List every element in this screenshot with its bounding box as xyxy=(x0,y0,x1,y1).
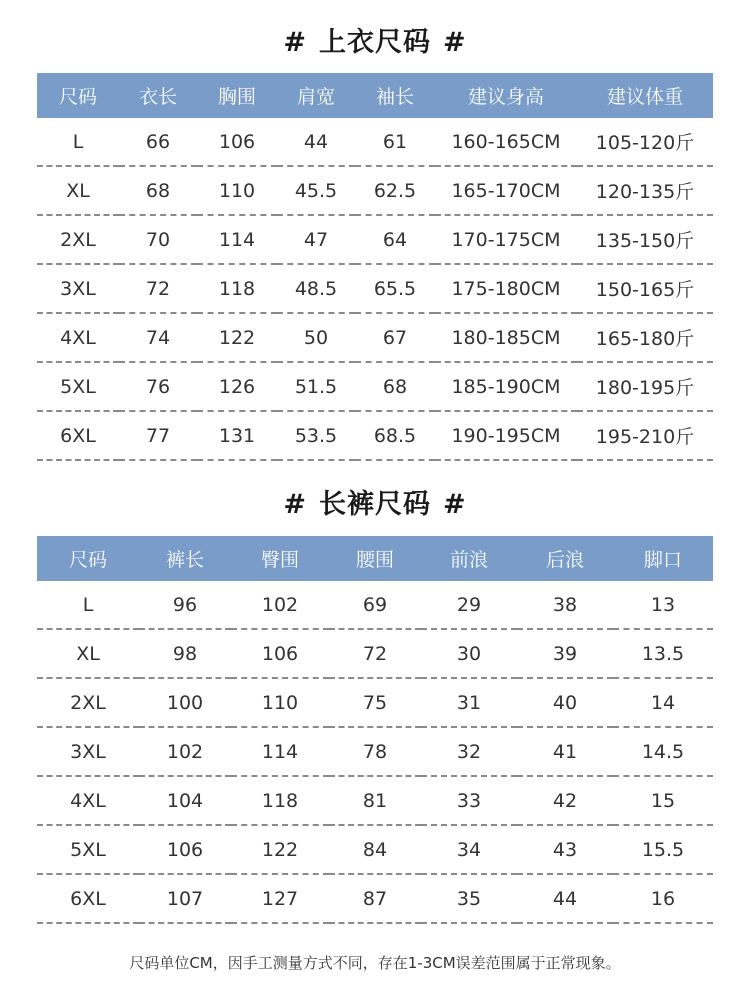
table-row xyxy=(37,678,713,727)
table-cell: 45.5 xyxy=(277,166,355,215)
table-cell: 38 xyxy=(517,581,613,629)
column-header: 脚口 xyxy=(613,536,713,581)
size-label-cell: 3XL xyxy=(37,264,119,313)
column-header: 尺码 xyxy=(37,536,139,581)
table-cell: 185-190CM xyxy=(435,362,577,411)
table-cell: 39 xyxy=(517,629,613,678)
table-cell: 48.5 xyxy=(277,264,355,313)
table-row xyxy=(37,166,713,215)
table-cell: 66 xyxy=(119,118,197,166)
size-label-cell: L xyxy=(37,581,139,629)
table-cell: 150-165斤 xyxy=(577,264,713,313)
table-cell: 122 xyxy=(231,825,329,874)
table-cell: 77 xyxy=(119,411,197,460)
table-row xyxy=(37,874,713,923)
top-size-table xyxy=(37,73,713,461)
table-row xyxy=(37,264,713,313)
table-cell: 43 xyxy=(517,825,613,874)
table-cell: 15.5 xyxy=(613,825,713,874)
table-cell: 122 xyxy=(197,313,277,362)
column-header: 裤长 xyxy=(139,536,231,581)
table-cell: 35 xyxy=(421,874,517,923)
size-label-cell: L xyxy=(37,118,119,166)
pants-size-rows xyxy=(37,581,713,923)
table-row xyxy=(37,629,713,678)
table-cell: 64 xyxy=(355,215,435,264)
table-cell: 114 xyxy=(231,727,329,776)
size-label-cell: 4XL xyxy=(37,313,119,362)
table-cell: 42 xyxy=(517,776,613,825)
table-cell: 31 xyxy=(421,678,517,727)
size-label-cell: 6XL xyxy=(37,411,119,460)
table-row xyxy=(37,727,713,776)
table-cell: 87 xyxy=(329,874,421,923)
table-cell: 41 xyxy=(517,727,613,776)
table-cell: 34 xyxy=(421,825,517,874)
table-cell: 165-180斤 xyxy=(577,313,713,362)
table-cell: 118 xyxy=(231,776,329,825)
table-cell: 98 xyxy=(139,629,231,678)
table-cell: 127 xyxy=(231,874,329,923)
pants-size-title xyxy=(0,482,750,521)
size-label-cell: 3XL xyxy=(37,727,139,776)
table-cell: 40 xyxy=(517,678,613,727)
table-cell: 72 xyxy=(329,629,421,678)
table-row xyxy=(37,776,713,825)
table-cell: 126 xyxy=(197,362,277,411)
table-cell: 160-165CM xyxy=(435,118,577,166)
top-size-title xyxy=(0,20,750,59)
table-cell: 16 xyxy=(613,874,713,923)
column-header: 前浪 xyxy=(421,536,517,581)
table-cell: 180-195斤 xyxy=(577,362,713,411)
table-row xyxy=(37,581,713,629)
table-cell: 72 xyxy=(119,264,197,313)
size-label-cell: 5XL xyxy=(37,362,119,411)
table-cell: 84 xyxy=(329,825,421,874)
hash-symbol: # xyxy=(443,489,467,520)
table-row xyxy=(37,825,713,874)
top-title-text: 上衣尺码 xyxy=(319,27,431,58)
table-row xyxy=(37,362,713,411)
table-cell: 100 xyxy=(139,678,231,727)
table-cell: 30 xyxy=(421,629,517,678)
table-cell: 14.5 xyxy=(613,727,713,776)
column-header: 腰围 xyxy=(329,536,421,581)
table-cell: 69 xyxy=(329,581,421,629)
table-cell: 165-170CM xyxy=(435,166,577,215)
table-cell: 106 xyxy=(197,118,277,166)
table-row xyxy=(37,411,713,460)
table-cell: 13 xyxy=(613,581,713,629)
table-cell: 44 xyxy=(517,874,613,923)
size-label-cell: 4XL xyxy=(37,776,139,825)
table-cell: 47 xyxy=(277,215,355,264)
size-label-cell: 6XL xyxy=(37,874,139,923)
table-cell: 14 xyxy=(613,678,713,727)
column-header: 建议身高 xyxy=(435,73,577,118)
table-cell: 131 xyxy=(197,411,277,460)
hash-symbol: # xyxy=(443,27,467,58)
measurement-note: 尺码单位CM，因手工测量方式不同，存在1-3CM误差范围属于正常现象。 xyxy=(129,954,621,972)
top-header-row xyxy=(37,73,713,118)
table-cell: 104 xyxy=(139,776,231,825)
table-cell: 29 xyxy=(421,581,517,629)
column-header: 袖长 xyxy=(355,73,435,118)
table-cell: 67 xyxy=(355,313,435,362)
pants-size-table xyxy=(37,536,713,924)
table-row xyxy=(37,313,713,362)
table-cell: 96 xyxy=(139,581,231,629)
table-cell: 114 xyxy=(197,215,277,264)
pants-title-text: 长裤尺码 xyxy=(319,489,431,520)
table-cell: 68 xyxy=(119,166,197,215)
table-cell: 110 xyxy=(231,678,329,727)
table-cell: 75 xyxy=(329,678,421,727)
table-cell: 135-150斤 xyxy=(577,215,713,264)
table-cell: 53.5 xyxy=(277,411,355,460)
table-cell: 170-175CM xyxy=(435,215,577,264)
table-cell: 175-180CM xyxy=(435,264,577,313)
table-row xyxy=(37,118,713,166)
table-cell: 118 xyxy=(197,264,277,313)
table-cell: 61 xyxy=(355,118,435,166)
size-label-cell: 5XL xyxy=(37,825,139,874)
table-cell: 68 xyxy=(355,362,435,411)
table-cell: 65.5 xyxy=(355,264,435,313)
column-header: 尺码 xyxy=(37,73,119,118)
top-size-rows xyxy=(37,118,713,460)
hash-symbol: # xyxy=(283,489,307,520)
table-cell: 70 xyxy=(119,215,197,264)
table-cell: 180-185CM xyxy=(435,313,577,362)
column-header: 建议体重 xyxy=(577,73,713,118)
table-cell: 74 xyxy=(119,313,197,362)
table-cell: 110 xyxy=(197,166,277,215)
size-label-cell: 2XL xyxy=(37,678,139,727)
table-cell: 51.5 xyxy=(277,362,355,411)
size-label-cell: 2XL xyxy=(37,215,119,264)
table-cell: 120-135斤 xyxy=(577,166,713,215)
table-cell: 13.5 xyxy=(613,629,713,678)
table-cell: 62.5 xyxy=(355,166,435,215)
table-cell: 106 xyxy=(139,825,231,874)
table-cell: 102 xyxy=(231,581,329,629)
table-cell: 106 xyxy=(231,629,329,678)
table-cell: 44 xyxy=(277,118,355,166)
table-cell: 105-120斤 xyxy=(577,118,713,166)
table-cell: 107 xyxy=(139,874,231,923)
table-cell: 33 xyxy=(421,776,517,825)
table-cell: 68.5 xyxy=(355,411,435,460)
table-cell: 195-210斤 xyxy=(577,411,713,460)
hash-symbol: # xyxy=(283,27,307,58)
column-header: 肩宽 xyxy=(277,73,355,118)
table-cell: 32 xyxy=(421,727,517,776)
table-cell: 15 xyxy=(613,776,713,825)
column-header: 臀围 xyxy=(231,536,329,581)
table-cell: 78 xyxy=(329,727,421,776)
table-cell: 76 xyxy=(119,362,197,411)
table-cell: 190-195CM xyxy=(435,411,577,460)
column-header: 后浪 xyxy=(517,536,613,581)
table-cell: 102 xyxy=(139,727,231,776)
column-header: 胸围 xyxy=(197,73,277,118)
table-cell: 81 xyxy=(329,776,421,825)
pants-header-row xyxy=(37,536,713,581)
table-cell: 50 xyxy=(277,313,355,362)
table-row xyxy=(37,215,713,264)
size-label-cell: XL xyxy=(37,629,139,678)
column-header: 衣长 xyxy=(119,73,197,118)
size-label-cell: XL xyxy=(37,166,119,215)
